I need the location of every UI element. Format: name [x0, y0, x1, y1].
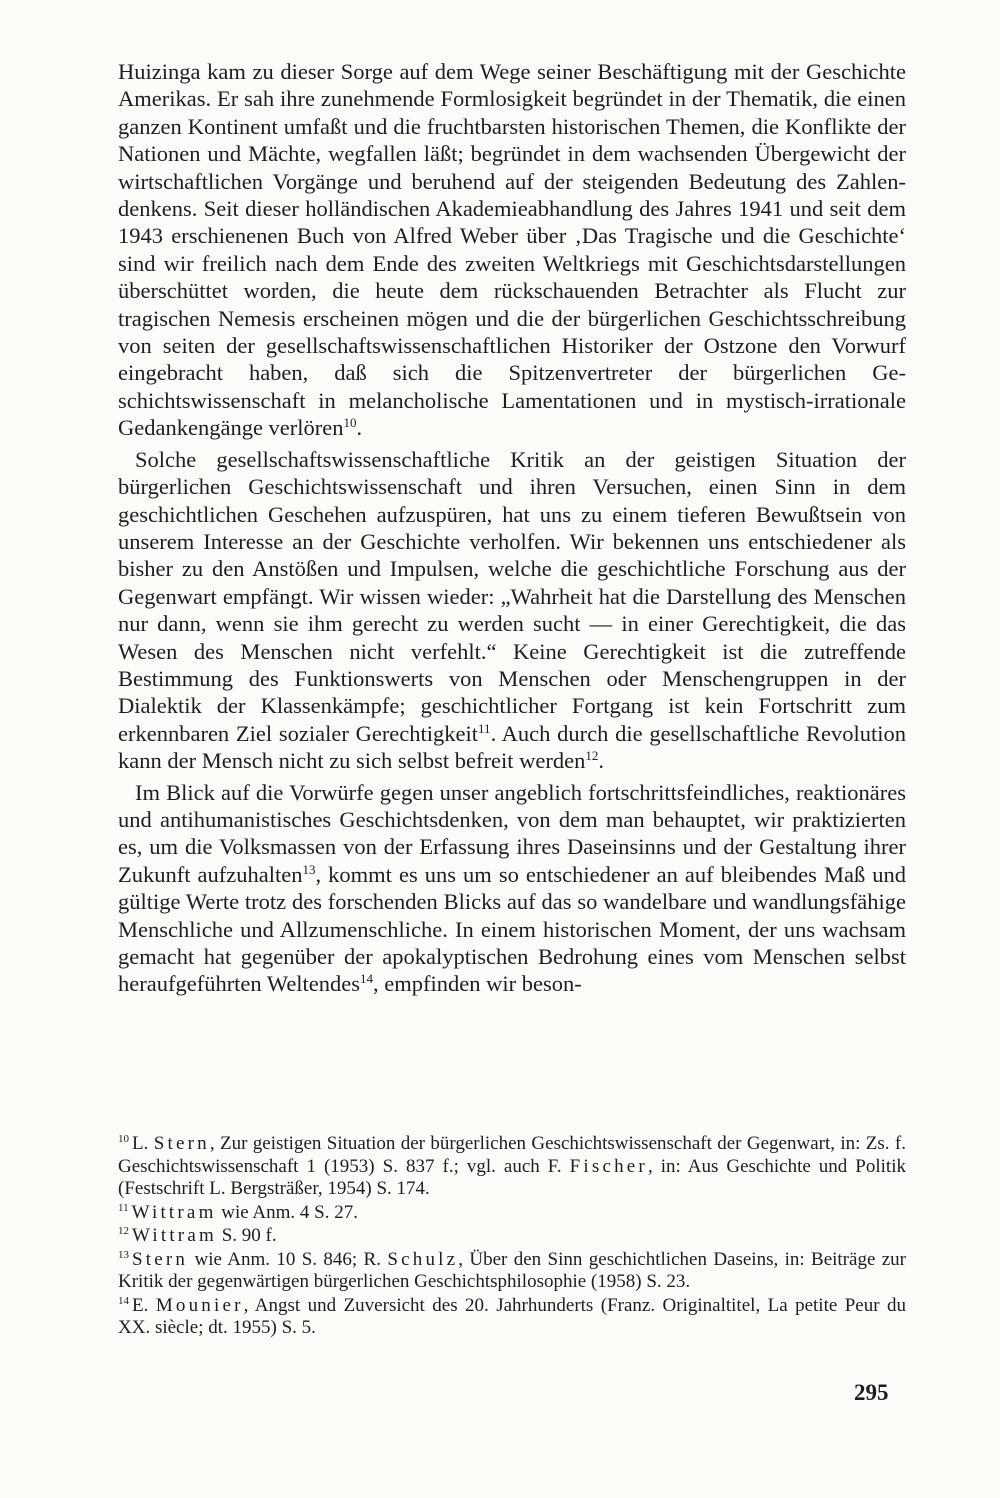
text-run: , kommt es uns um so entschiedener an auf bleibendes Maß und gültige Werte trotz des forschenden Blicks auf das so wandelbare und wandlungsfähige Menschliche und Allzumenschliche. In einem historischen Moment, der uns wachsam gemacht hat gegenüber der apokalyptischen Bedrohung eines vom Menschen selbst heraufgeführten Weltendes — [118, 861, 906, 997]
text-run: . Auch durch die gesellschaftliche Revolution kann der Mensch nicht zu sich selbst befreit werden — [118, 720, 906, 774]
footnote — [118, 1225, 906, 1248]
author-name: Wittram — [131, 1201, 217, 1223]
footnote — [118, 1295, 906, 1340]
footnote-number: 12 — [118, 1225, 129, 1237]
text-run: , empfinden wir beson- — [373, 971, 582, 997]
paragraph — [118, 779, 906, 998]
footnote-ref: 13 — [302, 861, 316, 877]
footnote — [118, 1133, 906, 1201]
footnote — [118, 1249, 906, 1294]
text-run: Solche gesellschaftswissenschaftliche Kritik an der geistigen Situation der bürgerlichen Geschichtswissenschaft und ihren Versuchen, einen Sinn in dem geschichtlichen Geschehen aufzuspüren, hat uns zu einem tieferen Bewußtsein von unserem Interesse an der Geschichte verholfen. Wir bekennen uns entschiedener als bisher zu den Anstößen und Impulsen, welche die geschichtliche Forschung aus der Gegenwart empfängt. Wir wissen wieder: „Wahrheit hat die Darstellung des Menschen nur dann, wenn sie ihm gerecht zu werden sucht — in einer Gerechtigkeit, die das Wesen des Menschen nicht verfehlt.“ Keine Gerechtigkeit ist die zutreffende Bestimmung des Funktionswerts von Menschen oder Menschengruppen in der Dialektik der Klassenkämpfe; geschichtlicher Fortgang ist kein Fortschritt zum erkennbaren Ziel sozialer Gerechtigkeit — [118, 446, 906, 746]
footnote-number: 11 — [118, 1201, 129, 1214]
author-name: Mounier — [155, 1294, 244, 1316]
author-name: Fischer — [569, 1155, 648, 1177]
footnote-text: L. — [132, 1133, 154, 1154]
main-text — [118, 58, 906, 998]
footnote — [118, 1202, 906, 1225]
footnote-text: , Über den Sinn geschichtlichen Daseins, in: Beiträge zur Kritik der gegenwärtigen bürgerlichen Geschichtsphilosophie (1958) S. 23. — [118, 1248, 907, 1292]
footnote-number: 13 — [118, 1248, 129, 1261]
footnote-ref: 14 — [360, 971, 374, 987]
footnotes — [118, 1133, 906, 1341]
page-number: 295 — [854, 1380, 889, 1405]
footnote-text: S. 90 f. — [216, 1225, 277, 1246]
footnote-number: 14 — [118, 1294, 129, 1307]
text-run: Im Blick auf die Vorwürfe gegen unser angeblich fortschrittsfeindliches, reaktionäres und antihumanistisches Geschichtsdenken, von dem man behauptet, wir praktizierten es, um die Volksmassen von der Erfassung ihres Daseinsinns und der Gestaltung ihrer Zukunft aufzuhalten — [118, 779, 906, 887]
footnote-text: wie Anm. 4 S. 27. — [216, 1201, 358, 1223]
footnote-text: , Angst und Zuversicht des 20. Jahrhunderts (Franz. Originaltitel, La petite Peur du XX. siècle; dt. 1955) S. 5. — [118, 1294, 906, 1338]
footnote-text: , in: Aus Geschichte und Politik (Festschrift L. Bergsträßer, 1954) S. 174. — [118, 1155, 906, 1199]
footnote-ref: 12 — [585, 748, 599, 764]
paragraph — [118, 446, 906, 775]
paragraph — [118, 58, 906, 442]
author-name: Stern — [132, 1248, 189, 1270]
footnote-text: wie Anm. 10 S. 846; R. — [188, 1248, 388, 1270]
footnote-text: , Zur geistigen Situation der bürgerlichen Geschichtswissenschaft der Gegenwart, in: Zs. f. Geschichtswissenschaft 1 (1953) S. 837 f.; vgl. auch F. — [118, 1133, 906, 1177]
author-name: Stern — [153, 1133, 210, 1154]
footnote-text: E. — [132, 1294, 156, 1316]
text-run: . — [356, 415, 363, 441]
footnote-number: 10 — [118, 1133, 129, 1145]
footnote-ref: 11 — [478, 720, 491, 736]
author-name: Schulz — [387, 1248, 459, 1270]
text-run: Huizinga kam zu dieser Sorge auf dem Wege seiner Beschäftigung mit der Geschichte Amerikas. Er sah ihre zunehmende Formlosigkeit begründet in der Thematik, die einen ganzen Kontinent umfaßt und die fruchtbarsten historischen Themen, die Konflikte der Nationen und Mächte, wegfallen läßt; begründet in dem wachsenden Übergewicht der wirtschaftlichen Vorgänge und beruhend auf der steigenden Bedeutung des Zahlendenkens. Seit dieser holländischen Akademieabhandlung des Jahres 1941 und seit dem 1943 erschienenen Buch von Alfred Weber über ‚Das Tragische und die Geschichte‘ sind wir freilich nach dem Ende des zweiten Weltkriegs mit Geschichtsdarstellungen überschüttet worden, die heute dem rückschauenden Betrachter als Flucht zur tragischen Nemesis erscheinen mögen und die der bürgerlichen Geschichtsschreibung von seiten der gesellschaftswissenschaftlichen Historiker der Ostzone den Vorwurf eingebracht haben, daß sich die Spitzenvertreter der bürgerlichen Geschichtswissenschaft in melancholische Lamentationen und in mystisch-irrationale Gedankengänge verlören — [118, 59, 906, 441]
text-run: . — [598, 748, 604, 774]
author-name: Wittram — [132, 1225, 217, 1246]
footnote-ref: 10 — [343, 415, 357, 431]
